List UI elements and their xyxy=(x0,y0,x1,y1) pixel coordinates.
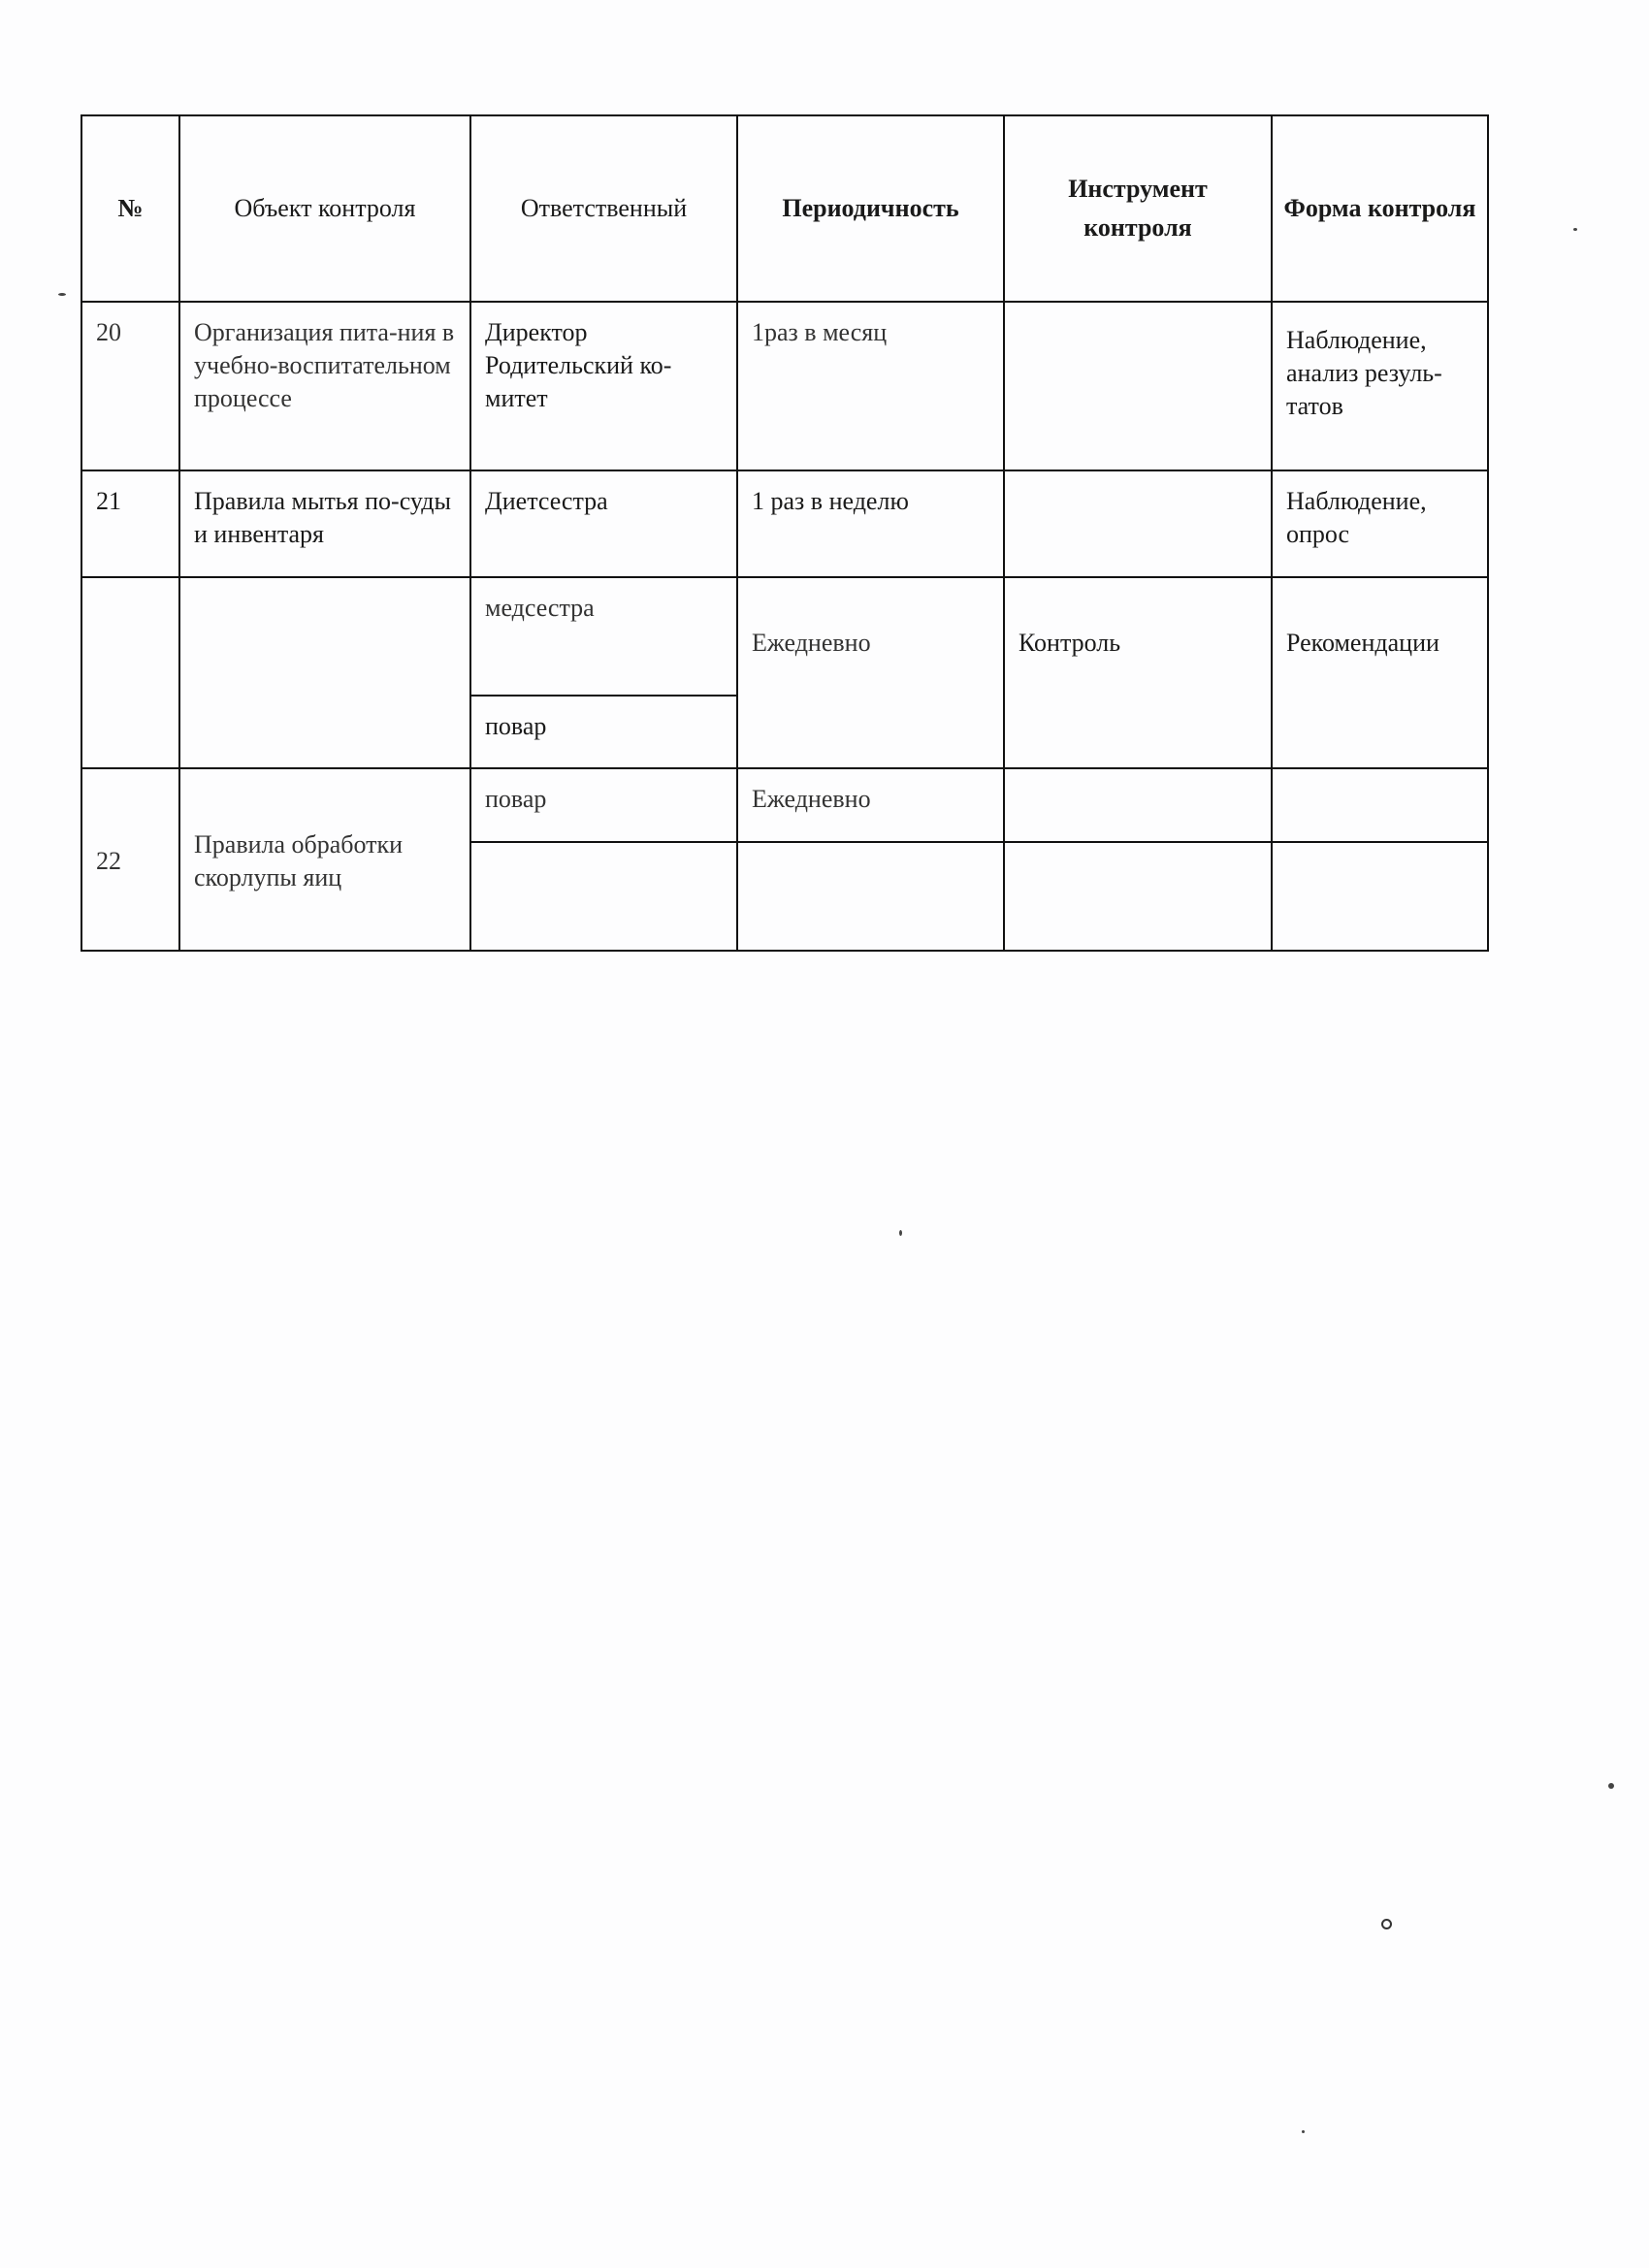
header-period: Периодичность xyxy=(737,115,1004,302)
scan-speck xyxy=(58,293,66,296)
row-instrument xyxy=(1004,302,1272,470)
scan-speck xyxy=(1608,1783,1614,1789)
table-row xyxy=(81,302,1488,470)
row-number: 22 xyxy=(81,768,179,951)
scan-speck xyxy=(1573,228,1577,231)
row-responsible: повар xyxy=(470,768,737,842)
row-responsible xyxy=(470,842,737,951)
row-object: Правила обработки скорлупы яиц xyxy=(179,768,470,951)
control-table xyxy=(81,114,1489,952)
row-object: Правила мытья по-суды и инвентаря xyxy=(179,470,470,577)
row-period: 1 раз в неделю xyxy=(737,470,1004,577)
header-responsible: Ответственный xyxy=(470,115,737,302)
header-row xyxy=(81,115,1488,302)
row-form: Наблюдение, опрос xyxy=(1272,470,1488,577)
scan-speck xyxy=(1302,2130,1305,2133)
row-instrument xyxy=(1004,470,1272,577)
scan-speck xyxy=(1381,1919,1392,1929)
row-responsible: Диетсестра xyxy=(470,470,737,577)
row-responsible: медсестра xyxy=(470,577,737,696)
row-instrument xyxy=(1004,768,1272,842)
row-number xyxy=(81,577,179,768)
table-row xyxy=(81,577,1488,696)
header-number: № xyxy=(81,115,179,302)
row-instrument xyxy=(1004,842,1272,951)
header-instrument: Инструмент контроля xyxy=(1004,115,1272,302)
row-responsible: повар xyxy=(470,696,737,768)
row-period: 1раз в месяц xyxy=(737,302,1004,470)
header-object: Объект контроля xyxy=(179,115,470,302)
table-row xyxy=(81,470,1488,577)
row-form: Наблюдение, анализ резуль-татов xyxy=(1272,302,1488,470)
row-responsible: Директор Родительский ко-митет xyxy=(470,302,737,470)
row-number: 21 xyxy=(81,470,179,577)
scan-speck xyxy=(899,1230,902,1236)
row-object: Организация пита-ния в учебно-воспитательном процессе xyxy=(179,302,470,470)
row-form xyxy=(1272,768,1488,842)
row-instrument: Контроль xyxy=(1004,577,1272,768)
row-object xyxy=(179,577,470,768)
row-form xyxy=(1272,842,1488,951)
row-period: Ежедневно xyxy=(737,577,1004,768)
row-period: Ежедневно xyxy=(737,768,1004,842)
row-number: 20 xyxy=(81,302,179,470)
table-row xyxy=(81,768,1488,842)
row-form: Рекомендации xyxy=(1272,577,1488,768)
header-form: Форма контроля xyxy=(1272,115,1488,302)
row-period xyxy=(737,842,1004,951)
